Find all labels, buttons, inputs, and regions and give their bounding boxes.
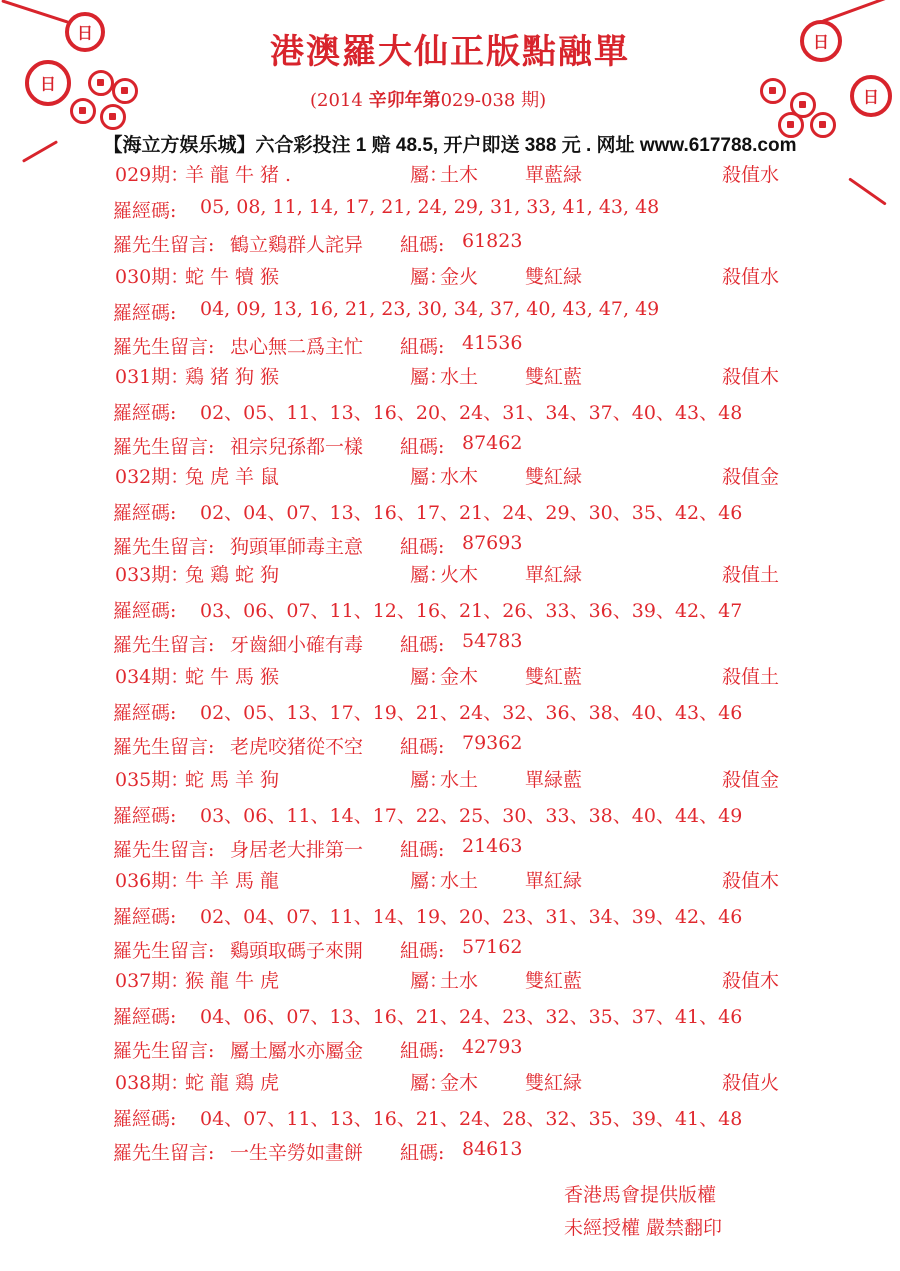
period-message: 身居老大排第一: [230, 839, 364, 861]
period-color: 雙紅緑: [525, 266, 583, 288]
period-color: 雙紅藍: [525, 366, 583, 388]
period-attr: 金火: [440, 266, 479, 288]
period-attr: 水土: [440, 366, 479, 388]
period-attr: 水土: [440, 769, 479, 791]
page-title: 港澳羅大仙正版點融單: [270, 32, 630, 72]
period-kill: 殺值水: [722, 266, 780, 288]
period-code: 41536: [462, 332, 523, 354]
period-number: 036期：: [115, 870, 190, 892]
period-color: 雙紅藍: [525, 666, 583, 688]
numbers-label: 羅經碼:: [113, 1006, 177, 1028]
coin-icon: [760, 78, 786, 104]
period-attr: 土水: [440, 970, 479, 992]
period-message: 老虎咬猪從不空: [230, 736, 364, 758]
period-numbers: 03、06、11、14、17、22、25、30、33、38、40、44、49: [200, 805, 743, 827]
numbers-label: 羅經碼:: [113, 600, 177, 622]
period-zodiacs: 蛇牛馬猴: [185, 666, 286, 688]
period-zodiacs: 牛羊馬龍: [185, 870, 286, 892]
lucky-ring-right-top: 日: [800, 20, 842, 62]
period-code: 21463: [462, 835, 523, 857]
attr-label: 屬：: [410, 164, 449, 186]
period-message: 鶴立鷄群人詫异: [230, 234, 364, 256]
period-attr: 水土: [440, 870, 479, 892]
message-label: 羅先生留言:: [113, 336, 215, 358]
message-label: 羅先生留言:: [113, 940, 215, 962]
period-numbers: 04、06、07、13、16、21、24、23、32、35、37、41、46: [200, 1006, 743, 1028]
period-numbers: 02、05、13、17、19、21、24、32、36、38、40、43、46: [200, 702, 743, 724]
code-label: 組碼:: [400, 536, 445, 558]
period-code: 87462: [462, 432, 523, 454]
numbers-label: 羅經碼:: [113, 1108, 177, 1130]
period-kill: 殺值火: [722, 1072, 780, 1094]
numbers-label: 羅經碼:: [113, 402, 177, 424]
period-message: 屬土屬水亦屬金: [230, 1040, 364, 1062]
period-kill: 殺值金: [722, 466, 780, 488]
period-zodiacs: 兔虎羊鼠: [185, 466, 286, 488]
period-color: 雙紅藍: [525, 970, 583, 992]
period-color: 雙紅緑: [525, 1072, 583, 1094]
attr-label: 屬：: [410, 466, 449, 488]
period-zodiacs: 鶏猪狗猴: [185, 366, 286, 388]
attr-label: 屬：: [410, 366, 449, 388]
period-numbers: 05, 08, 11, 14, 17, 21, 24, 29, 31, 33, 41, 43, 48: [200, 196, 660, 218]
message-label: 羅先生留言:: [113, 1040, 215, 1062]
lucky-ring-left-top: 日: [65, 12, 105, 52]
period-number: 031期：: [115, 366, 190, 388]
period-number: 037期：: [115, 970, 190, 992]
message-label: 羅先生留言:: [113, 634, 215, 656]
code-label: 組碼:: [400, 336, 445, 358]
lucky-ring-right: 日: [850, 75, 892, 117]
copyright-line-2: 未經授權 嚴禁翻印: [564, 1217, 723, 1239]
period-numbers: 02、05、11、13、16、20、24、31、34、37、40、43、48: [200, 402, 743, 424]
attr-label: 屬：: [410, 970, 449, 992]
period-message: 狗頭軍師毒主意: [230, 536, 364, 558]
numbers-label: 羅經碼:: [113, 702, 177, 724]
period-kill: 殺值木: [722, 870, 780, 892]
period-zodiacs: 蛇龍鶏虎: [185, 1072, 286, 1094]
period-attr: 火木: [440, 564, 479, 586]
period-kill: 殺值土: [722, 564, 780, 586]
period-kill: 殺值木: [722, 366, 780, 388]
period-zodiacs: 羊龍牛猪.: [185, 164, 298, 186]
period-zodiacs: 兔鶏蛇狗: [185, 564, 286, 586]
period-message: 鷄頭取碼子來開: [230, 940, 364, 962]
numbers-label: 羅經碼:: [113, 906, 177, 928]
period-message: 牙齒細小確有毒: [230, 634, 364, 656]
period-code: 79362: [462, 732, 523, 754]
period-code: 54783: [462, 630, 523, 652]
period-attr: 金木: [440, 666, 479, 688]
period-attr: 金木: [440, 1072, 479, 1094]
period-numbers: 02、04、07、11、14、19、20、23、31、34、39、42、46: [200, 906, 743, 928]
period-code: 61823: [462, 230, 523, 252]
message-label: 羅先生留言:: [113, 234, 215, 256]
period-code: 87693: [462, 532, 523, 554]
attr-label: 屬：: [410, 769, 449, 791]
page-subtitle: (2014 辛卯年第029-038 期): [310, 90, 547, 111]
period-zodiacs: 猴龍牛虎: [185, 970, 286, 992]
message-label: 羅先生留言:: [113, 1142, 215, 1164]
period-message: 祖宗兒孫都一樣: [230, 436, 364, 458]
period-numbers: 02、04、07、13、16、17、21、24、29、30、35、42、46: [200, 502, 743, 524]
period-color: 單紅緑: [525, 870, 583, 892]
period-numbers: 03、06、07、11、12、16、21、26、33、36、39、42、47: [200, 600, 743, 622]
coin-icon: [70, 98, 96, 124]
copyright-line-1: 香港馬會提供版權: [564, 1184, 717, 1206]
code-label: 組碼:: [400, 940, 445, 962]
period-number: 035期：: [115, 769, 190, 791]
code-label: 組碼:: [400, 839, 445, 861]
period-zodiacs: 蛇馬羊狗: [185, 769, 286, 791]
period-kill: 殺值木: [722, 970, 780, 992]
attr-label: 屬：: [410, 564, 449, 586]
coin-icon: [100, 104, 126, 130]
coin-icon: [88, 70, 114, 96]
period-number: 029期：: [115, 164, 190, 186]
period-numbers: 04, 09, 13, 16, 21, 23, 30, 34, 37, 40, 43, 47, 49: [200, 298, 660, 320]
period-zodiacs: 蛇牛犢猴: [185, 266, 286, 288]
code-label: 組碼:: [400, 1142, 445, 1164]
code-label: 組碼:: [400, 1040, 445, 1062]
code-label: 組碼:: [400, 234, 445, 256]
period-color: 雙紅緑: [525, 466, 583, 488]
coin-icon: [112, 78, 138, 104]
numbers-label: 羅經碼:: [113, 502, 177, 524]
period-kill: 殺值水: [722, 164, 780, 186]
period-code: 42793: [462, 1036, 523, 1058]
numbers-label: 羅經碼:: [113, 302, 177, 324]
period-number: 033期：: [115, 564, 190, 586]
attr-label: 屬：: [410, 666, 449, 688]
attr-label: 屬：: [410, 870, 449, 892]
period-kill: 殺值金: [722, 769, 780, 791]
period-message: 忠心無二爲主忙: [230, 336, 364, 358]
code-label: 組碼:: [400, 634, 445, 656]
period-color: 單紅緑: [525, 564, 583, 586]
code-label: 組碼:: [400, 736, 445, 758]
code-label: 組碼:: [400, 436, 445, 458]
period-numbers: 04、07、11、13、16、21、24、28、32、35、39、41、48: [200, 1108, 743, 1130]
period-kill: 殺值土: [722, 666, 780, 688]
period-message: 一生辛勞如畫餅: [230, 1142, 364, 1164]
numbers-label: 羅經碼:: [113, 200, 177, 222]
lucky-ring-left: 日: [25, 60, 71, 106]
message-label: 羅先生留言:: [113, 536, 215, 558]
period-code: 57162: [462, 936, 523, 958]
period-number: 034期：: [115, 666, 190, 688]
ad-banner: 【海立方娱乐城】六合彩投注 1 赔 48.5, 开户即送 388 元 . 网址 www.617788.com: [103, 135, 797, 156]
message-label: 羅先生留言:: [113, 839, 215, 861]
period-number: 038期：: [115, 1072, 190, 1094]
message-label: 羅先生留言:: [113, 436, 215, 458]
period-attr: 水木: [440, 466, 479, 488]
numbers-label: 羅經碼:: [113, 805, 177, 827]
period-color: 單藍緑: [525, 164, 583, 186]
period-attr: 土木: [440, 164, 479, 186]
attr-label: 屬：: [410, 1072, 449, 1094]
attr-label: 屬：: [410, 266, 449, 288]
period-code: 84613: [462, 1138, 523, 1160]
period-color: 單緑藍: [525, 769, 583, 791]
message-label: 羅先生留言:: [113, 736, 215, 758]
period-number: 032期：: [115, 466, 190, 488]
period-number: 030期：: [115, 266, 190, 288]
